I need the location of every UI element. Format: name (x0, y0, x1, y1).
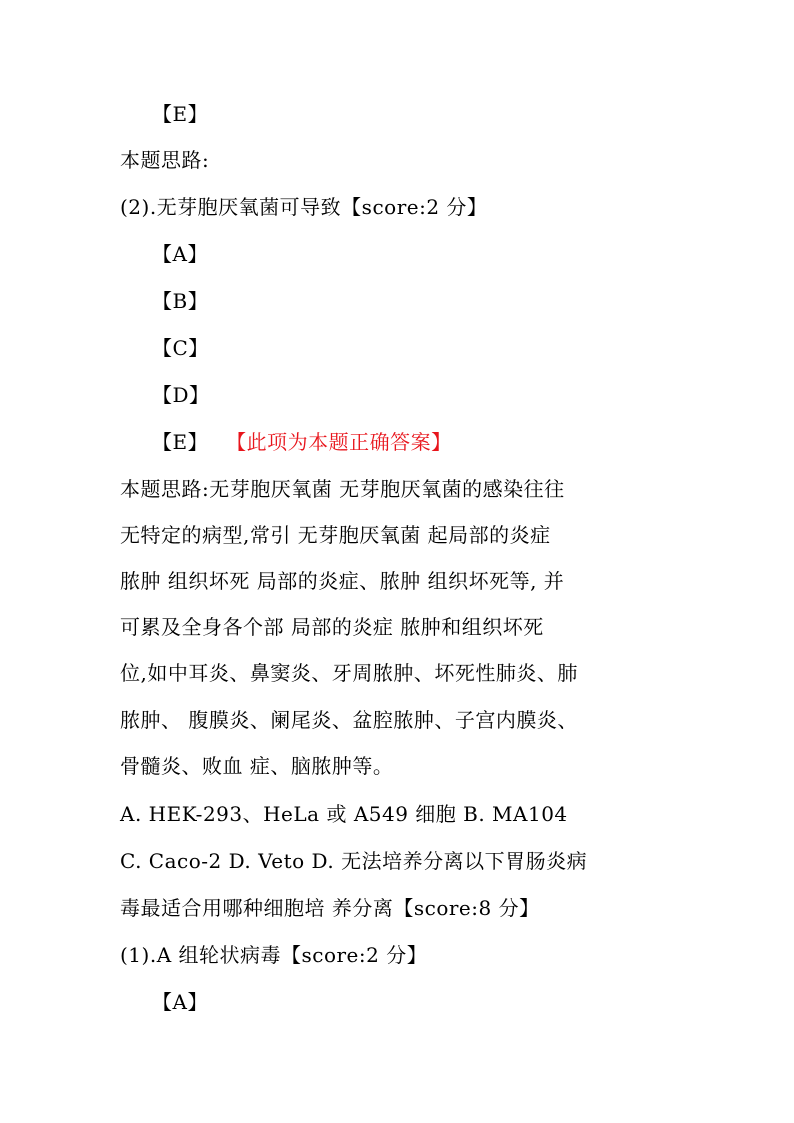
explanation-2-line-7: 骨髓炎、败血 症、脑脓肿等。 (120, 754, 394, 778)
question-2-option-e: 【E】 (152, 430, 209, 454)
question-2-option-a: 【A】 (152, 242, 208, 266)
correct-answer-marker: 【此项为本题正确答案】 (236, 430, 452, 454)
next-question-line-3: 毒最适合用哪种细胞培 养分离【score:8 分】 (120, 896, 540, 920)
explanation-label: 本题思路: (120, 148, 210, 172)
next-question-line-2: C. Caco-2 D. Veto D. 无法培养分离以下胃肠炎病 (120, 849, 588, 873)
explanation-2-line-3: 脓肿 组织坏死 局部的炎症、脓肿 组织坏死等, 并 (120, 569, 565, 593)
question-2-text: (2).无芽胞厌氧菌可导致【score:2 分】 (120, 195, 488, 219)
question-2-option-e-row (152, 428, 452, 456)
question-1-option-a: 【A】 (152, 990, 208, 1014)
top-option-e: 【E】 (152, 102, 209, 126)
explanation-2-line-2: 无特定的病型,常引 无芽胞厌氧菌 起局部的炎症 (120, 523, 551, 547)
question-2-option-d: 【D】 (152, 383, 210, 407)
next-question-line-1: A. HEK-293、HeLa 或 A549 细胞 B. MA104 (120, 802, 568, 826)
question-1-text: (1).A 组轮状病毒【score:2 分】 (120, 943, 428, 967)
explanation-2-line-6: 脓肿、 腹膜炎、阑尾炎、盆腔脓肿、子宫内膜炎、 (120, 708, 578, 732)
explanation-2-line-5: 位,如中耳炎、鼻窦炎、牙周脓肿、坏死性肺炎、肺 (120, 661, 578, 685)
explanation-2-line-4: 可累及全身各个部 局部的炎症 脓肿和组织坏死 (120, 615, 544, 639)
question-2-option-b: 【B】 (152, 289, 209, 313)
question-2-option-c: 【C】 (152, 336, 209, 360)
explanation-2-line-1: 本题思路:无芽胞厌氧菌 无芽胞厌氧菌的感染往往 (120, 477, 565, 501)
